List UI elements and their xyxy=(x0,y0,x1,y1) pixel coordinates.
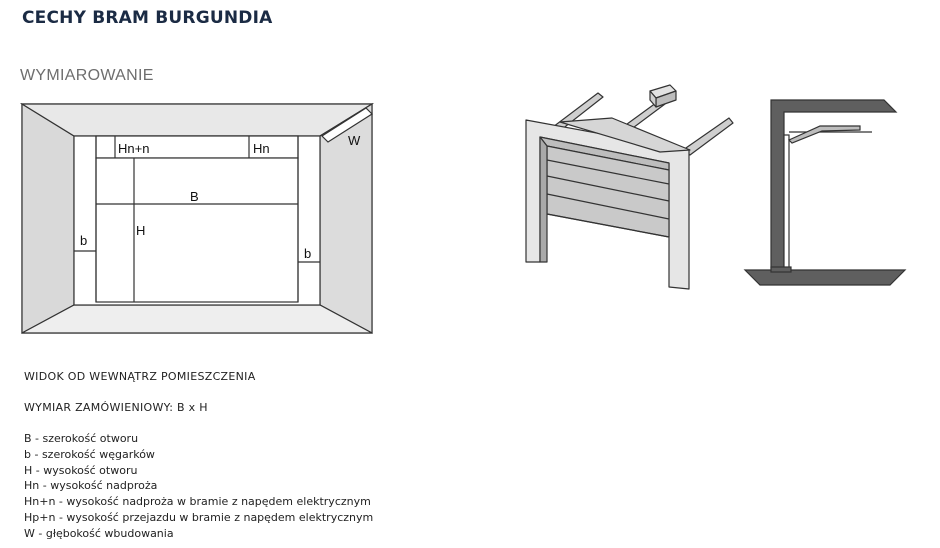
garage-door-isometric xyxy=(526,85,733,289)
section-title: WYMIAROWANIE xyxy=(20,67,154,84)
label-b-width: B xyxy=(190,189,199,204)
legend-item: Hn - wysokość nadproża xyxy=(24,479,158,493)
front-view-diagram xyxy=(22,104,372,333)
legend-list xyxy=(24,431,373,542)
side-section-diagram xyxy=(745,100,905,285)
legend-item: Hn+n - wysokość nadproża w bramie z napędem elektrycznym xyxy=(24,495,371,509)
legend-item: W - głębokość wbudowania xyxy=(24,526,174,540)
label-hn: Hn xyxy=(253,141,270,156)
label-b-left: b xyxy=(80,233,88,248)
label-h-height: H xyxy=(136,223,146,238)
legend-item: b - szerokość węgarków xyxy=(24,447,155,461)
view-caption: WIDOK OD WEWNĄTRZ POMIESZCZENIA xyxy=(24,370,256,383)
label-b-right: b xyxy=(304,246,312,261)
label-w: W xyxy=(348,133,361,148)
legend-item: H - wysokość otworu xyxy=(24,463,138,477)
page-title: CECHY BRAM BURGUNDIA xyxy=(22,8,273,28)
label-hn-plus-n: Hn+n xyxy=(118,141,150,156)
legend-item: B - szerokość otworu xyxy=(24,432,139,445)
legend-item: Hp+n - wysokość przejazdu w bramie z napędem elektrycznym xyxy=(24,510,374,524)
order-dimension: WYMIAR ZAMÓWIENIOWY: B x H xyxy=(24,401,208,414)
